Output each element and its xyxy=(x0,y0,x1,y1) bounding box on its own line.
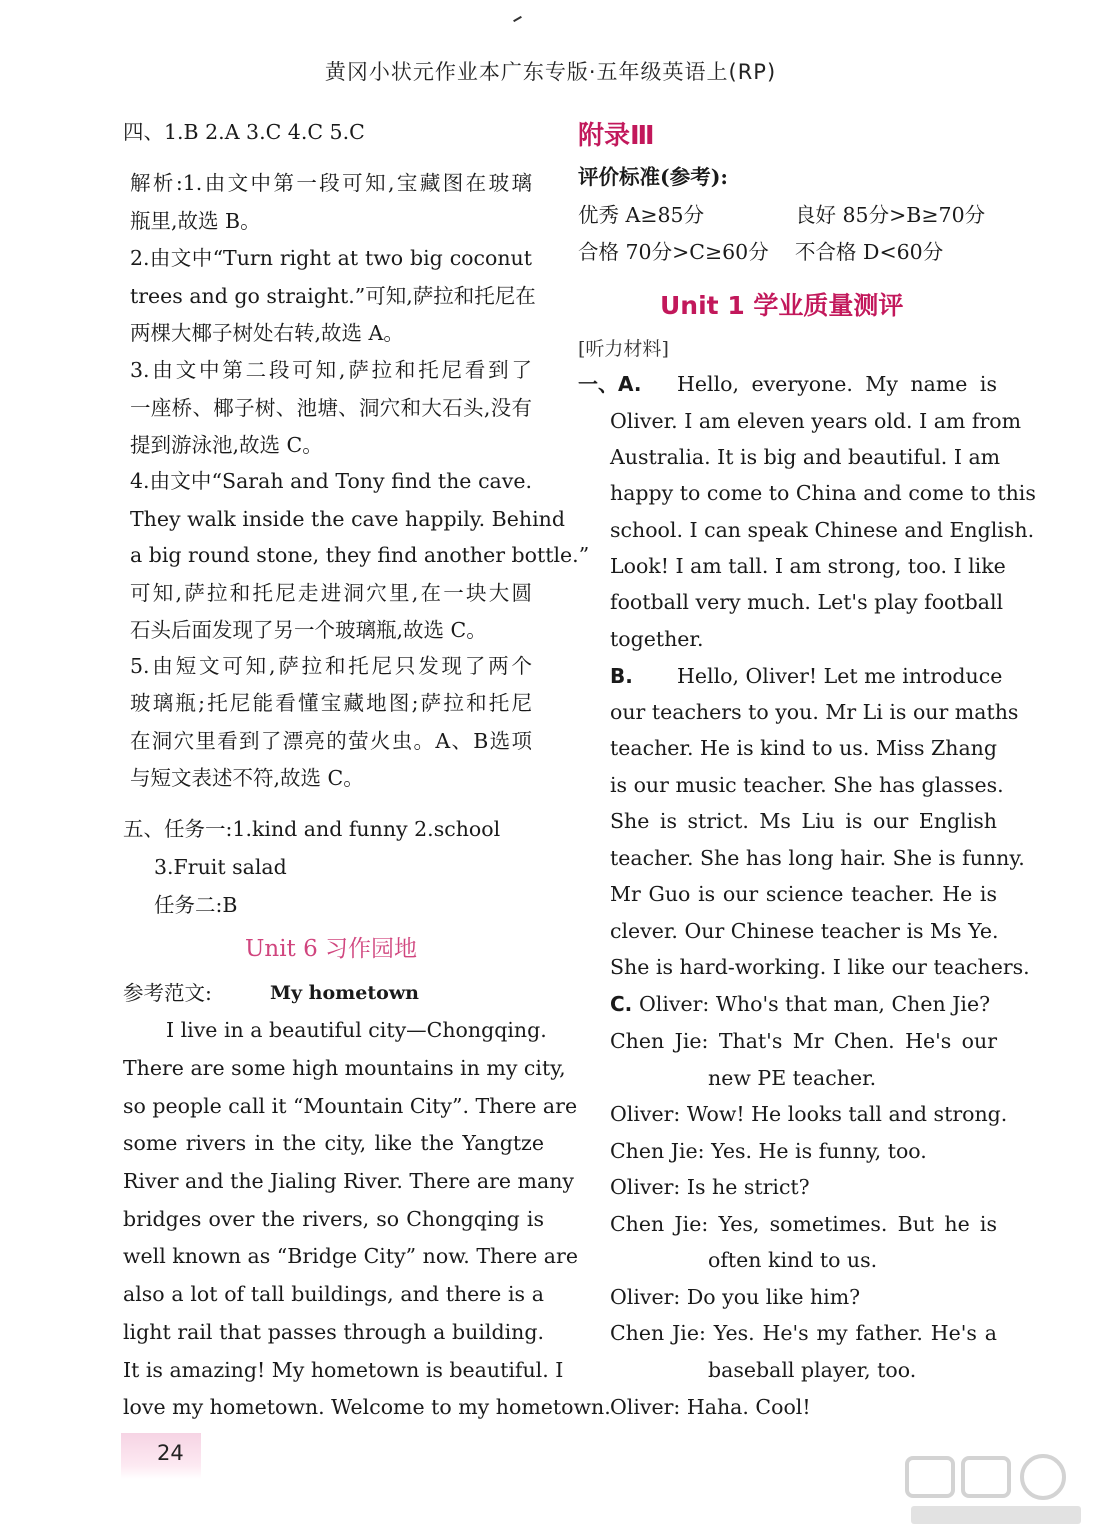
part-a-line: together. xyxy=(610,627,704,651)
analysis-line: 一座桥、椰子树、池塘、洞穴和大石头,没有 xyxy=(130,396,532,420)
dialog-line: Oliver: Wow! He looks tall and strong. xyxy=(610,1102,1008,1126)
essay-line: so people call it “Mountain City”. There are xyxy=(123,1094,578,1118)
dialog-line: Oliver: Do you like him? xyxy=(610,1285,861,1309)
print-mark xyxy=(513,16,522,22)
reference-label: 参考范文: xyxy=(123,981,212,1005)
essay-line: love my hometown. Welcome to my hometown. xyxy=(123,1395,611,1419)
essay-line: River and the Jialing River. There are many xyxy=(123,1169,574,1193)
analysis-line: 5.由短文可知,萨拉和托尼只发现了两个 xyxy=(130,654,532,678)
page-header: 黄冈小状元作业本广东专版·五年级英语上(RP) xyxy=(324,60,777,84)
section-4-answers: 四、1.B 2.A 3.C 4.C 5.C xyxy=(123,120,365,144)
dialog-line: Chen Jie: That's Mr Chen. He's our xyxy=(610,1029,997,1053)
part-b-line: our teachers to you. Mr Li is our maths xyxy=(610,700,1019,724)
part-a-line: Look! I am tall. I am strong, too. I like xyxy=(610,554,1006,578)
section-5-task1: 五、任务一:1.kind and funny 2.school xyxy=(123,817,501,841)
analysis-line: 与短文表述不符,故选 C。 xyxy=(130,766,364,790)
dialog-line: Chen Jie: Yes. He is funny, too. xyxy=(610,1139,927,1163)
listening-label: [听力材料] xyxy=(578,338,669,360)
page-number: 24 xyxy=(157,1441,184,1465)
essay-line: also a lot of tall buildings, and there is a xyxy=(123,1282,544,1306)
part-b-label: B. xyxy=(610,664,633,688)
part-a-line: Australia. It is big and beautiful. I am xyxy=(610,445,1001,469)
section-5-task1-cont: 3.Fruit salad xyxy=(154,855,287,879)
dialog-line: Oliver: Is he strict? xyxy=(610,1175,810,1199)
analysis-line: 3.由文中第二段可知,萨拉和托尼看到了 xyxy=(130,358,532,382)
dialog-line: Chen Jie: Yes, sometimes. But he is xyxy=(610,1212,997,1236)
part-a-line: Oliver. I am eleven years old. I am from xyxy=(610,409,1022,433)
grade-pass: 合格 70分>C≥60分 xyxy=(578,240,769,264)
dialog-line: often kind to us. xyxy=(708,1248,878,1272)
part-b-line: She is strict. Ms Liu is our English xyxy=(610,809,997,833)
section-5-task2: 任务二:B xyxy=(154,893,238,917)
part-b-line: teacher. She has long hair. She is funny. xyxy=(610,846,1025,870)
essay-line: It is amazing! My hometown is beautiful. I xyxy=(123,1358,564,1382)
essay-line: light rail that passes through a building. xyxy=(123,1320,544,1344)
analysis-line: 2.由文中“Turn right at two big coconut xyxy=(130,246,532,270)
dialog-line: Oliver: Haha. Cool! xyxy=(610,1395,811,1419)
analysis-line: 瓶里,故选 B。 xyxy=(130,209,261,233)
part-c-label: C. xyxy=(610,992,633,1016)
analysis-line: They walk inside the cave happily. Behind xyxy=(130,507,565,531)
grade-excellent: 优秀 A≥85分 xyxy=(578,203,705,227)
essay-line: There are some high mountains in my city, xyxy=(123,1056,566,1080)
part-b-line: clever. Our Chinese teacher is Ms Ye. xyxy=(610,919,999,943)
dialog-line: Chen Jie: Yes. He's my father. He's a xyxy=(610,1321,997,1345)
part-a-line: football very much. Let's play football xyxy=(610,590,1004,614)
analysis-line: 在洞穴里看到了漂亮的萤火虫。A、B选项 xyxy=(130,729,532,753)
essay-title: My hometown xyxy=(270,982,419,1004)
analysis-line: 提到游泳池,故选 C。 xyxy=(130,433,323,457)
essay-line: bridges over the rivers, so Chongqing is xyxy=(123,1207,544,1231)
essay-line: well known as “Bridge City” now. There are xyxy=(123,1244,578,1268)
analysis-line: 可知,萨拉和托尼走进洞穴里,在一块大圆 xyxy=(130,581,532,605)
dialog-line: new PE teacher. xyxy=(708,1066,877,1090)
part-b-line: Mr Guo is our science teacher. He is xyxy=(610,882,997,906)
analysis-line: trees and go straight.”可知,萨拉和托尼在 xyxy=(130,284,536,308)
part-b-line: Hello, Oliver! Let me introduce xyxy=(677,664,1003,688)
part-a-line: happy to come to China and come to this xyxy=(610,481,1036,505)
criteria-label: 评价标准(参考): xyxy=(578,165,728,189)
dialog-line: Oliver: Who's that man, Chen Jie? xyxy=(639,992,991,1016)
grade-good: 良好 85分>B≥70分 xyxy=(795,203,986,227)
watermark-logo xyxy=(901,1450,1091,1530)
part-a-line: school. I can speak Chinese and English. xyxy=(610,518,1035,542)
part-a-line: Hello, everyone. My name is xyxy=(677,372,997,396)
analysis-line: 4.由文中“Sarah and Tony find the cave. xyxy=(130,469,532,493)
analysis-line: a big round stone, they find another bottle.” xyxy=(130,543,590,567)
analysis-line: 解析:1.由文中第一段可知,宝藏图在玻璃 xyxy=(130,171,532,195)
unit6-title: Unit 6 习作园地 xyxy=(245,936,418,962)
part-a-label: 一、A. xyxy=(578,372,642,396)
analysis-line: 两棵大椰子树处右转,故选 A。 xyxy=(130,321,404,345)
part-b-line: is our music teacher. She has glasses. xyxy=(610,773,1004,797)
appendix-title: 附录Ⅲ xyxy=(578,121,655,151)
grade-fail: 不合格 D<60分 xyxy=(795,240,944,264)
essay-line: I live in a beautiful city—Chongqing. xyxy=(166,1018,547,1042)
analysis-line: 石头后面发现了另一个玻璃瓶,故选 C。 xyxy=(130,618,487,642)
part-b-line: teacher. He is kind to us. Miss Zhang xyxy=(610,736,997,760)
dialog-line: baseball player, too. xyxy=(708,1358,917,1382)
essay-line: some rivers in the city, like the Yangtze xyxy=(123,1131,544,1155)
page-number-tab xyxy=(121,1433,201,1479)
unit1-title: Unit 1 学业质量测评 xyxy=(660,291,904,320)
analysis-line: 玻璃瓶;托尼能看懂宝藏地图;萨拉和托尼 xyxy=(130,691,532,715)
part-b-line: She is hard-working. I like our teachers. xyxy=(610,955,1030,979)
